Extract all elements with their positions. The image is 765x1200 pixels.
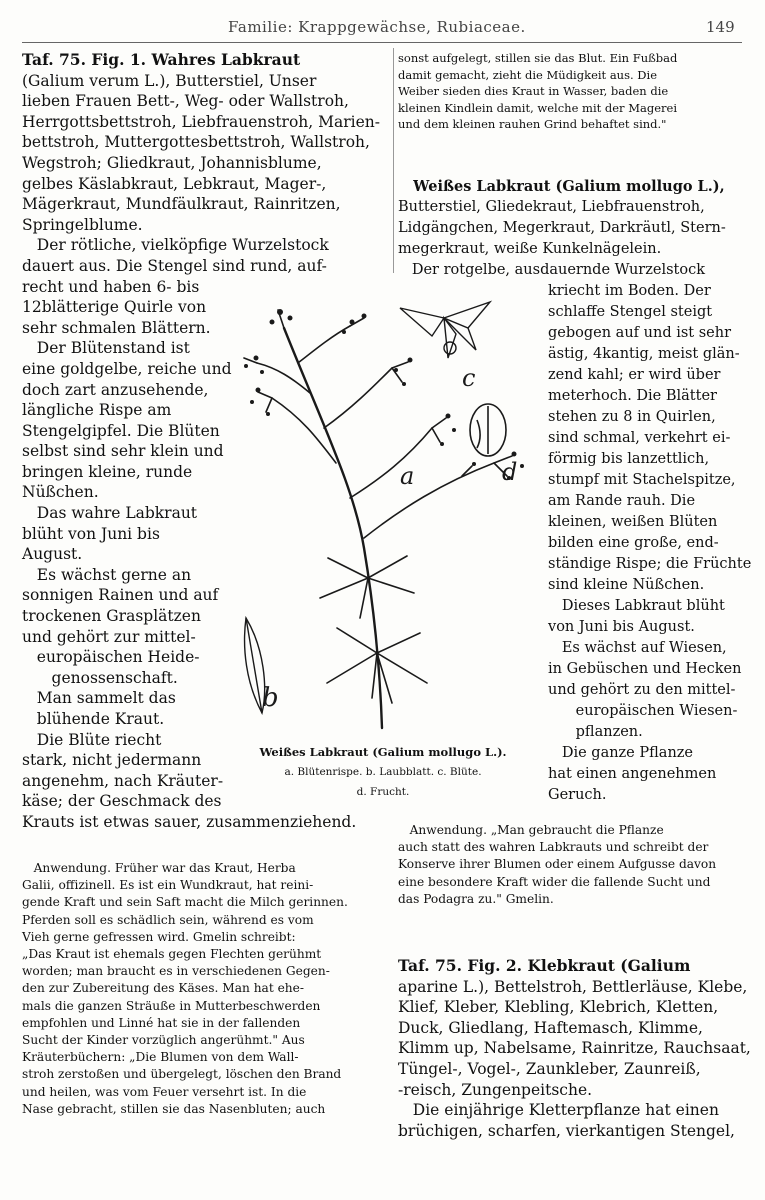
text-line: sind schmal, verkehrt ei- [548, 430, 731, 446]
text-line: blüht von Juni bis [22, 524, 160, 543]
text-line: doch zart anzusehende, [22, 380, 209, 399]
page-number: 149 [706, 18, 735, 36]
mollugo-section [398, 176, 726, 281]
text-line: und gehört zu den mittel- [548, 682, 736, 698]
running-header: Familie: Krappgewächse, Rubiaceae. [228, 18, 526, 36]
usage-line: Sucht der Kinder vorzüglich angerühmt." Aus [22, 1033, 305, 1048]
text-line: bilden eine große, end- [548, 535, 719, 551]
text-line: trockenen Grasplätzen [22, 607, 201, 626]
galium-mollugo-illustration [232, 288, 534, 738]
text-line: Duck, Gliedlang, Haftemasch, Klimme, [398, 1018, 703, 1037]
text-line: Stengelgipfel. Die Blüten [22, 421, 220, 440]
text-line: Lidgängchen, Megerkraut, Darkräutl, Stern- [398, 220, 726, 236]
usage-line: damit gemacht, zieht die Müdigkeit aus. Die [398, 67, 658, 82]
usage-line: Konserve ihrer Blumen oder einem Aufgusse davon [398, 857, 717, 872]
text-line: längliche Rispe am [22, 401, 172, 420]
text-line: Das wahre Labkraut [22, 504, 198, 523]
usage-line: gende Kraft und sein Saft macht die Milch gerinnen. [22, 895, 348, 910]
text-line: angenehm, nach Kräuter- [22, 771, 224, 790]
text-line: Nüßchen. [22, 483, 99, 502]
text-line: Wegstroh; Gliedkraut, Johannisblume, [22, 153, 322, 172]
text-line: sonnigen Rainen und auf [22, 586, 219, 605]
text-line: kriecht im Boden. Der [548, 283, 711, 299]
aparine-section [398, 956, 751, 1141]
text-line: förmig bis lanzettlich, [548, 451, 710, 467]
usage-line: das Podagra zu." Gmelin. [398, 891, 554, 906]
text-line: hat einen angenehmen [548, 766, 717, 782]
text-line: megerkraut, weiße Kunkelnägelein. [398, 241, 662, 257]
usage-line: Vieh gerne gefressen wird. Gmelin schreibt: [22, 929, 296, 944]
text-line: Klimm up, Nabelsame, Rainritze, Rauchsaat, [398, 1039, 751, 1058]
usage-line: den zur Zubereitung des Käses. Man hat ehe- [22, 981, 304, 996]
text-line: Springelblume. [22, 215, 143, 234]
text-line: und gehört zur mittel- [22, 627, 196, 646]
text-line: sehr schmalen Blättern. [22, 318, 211, 337]
usage-line: empfohlen und Linné hat sie in der fallenden [22, 1015, 301, 1030]
usage-line: worden; man braucht es in verschiedenen Gegen- [22, 964, 330, 979]
mollugo-heading: Weißes Labkraut (Galium mollugo L.), [398, 178, 725, 195]
text-line: meterhoch. Die Blätter [548, 388, 717, 404]
usage-line: eine besondere Kraft wider die fallende Sucht und [398, 874, 711, 889]
text-line: europäischen Wiesen- [548, 703, 738, 719]
usage-line: Nase gebracht, stillen sie das Nasenbluten; auch [22, 1101, 326, 1116]
text-line: (Galium verum L.), Butterstiel, Unser [22, 71, 317, 90]
label-a: a [400, 462, 415, 490]
usage-line: Galii, offizinell. Es ist ein Wundkraut, hat reini- [22, 878, 314, 893]
text-line: Dieses Labkraut blüht [548, 598, 725, 614]
usage-line: Weiber sieden dies Kraut in Wasser, baden die [398, 84, 669, 98]
text-line: Es wächst gerne an [22, 565, 192, 584]
text-line: Butterstiel, Gliedekraut, Liebfrauenstroh, [398, 199, 705, 215]
verum-usage-continued [398, 50, 677, 133]
text-line: von Juni bis August. [548, 619, 695, 635]
text-line: in Gebüschen und Hecken [548, 661, 742, 677]
text-line: Klief, Kleber, Klebling, Klebrich, Kletten, [398, 998, 719, 1017]
text-line: gelbes Käslabkraut, Lebkraut, Mager-, [22, 174, 327, 193]
frucht-d [470, 404, 506, 456]
usage-line: Pferden soll es schädlich sein, während es vom [22, 912, 314, 927]
bluete-c [400, 302, 490, 358]
usage-line: und dem kleinen rauhen Grind behaftet sind." [398, 117, 667, 131]
text-line: blühende Kraut. [22, 710, 165, 728]
text-line: bringen kleine, runde [22, 462, 193, 481]
usage-line: kleinen Kindlein damit, welche mit der Magerei [398, 100, 677, 115]
text-line: lieben Frauen Bett-, Weg- oder Wallstroh, [22, 92, 349, 111]
text-line: Herrgottsbettstroh, Liebfrauenstroh, Marien- [22, 112, 380, 131]
usage-line: auch statt des wahren Labkrauts und schreibt der [398, 840, 709, 855]
text-line: brüchigen, scharfen, vierkantigen Stengel, [398, 1121, 735, 1140]
text-line: schlaffe Stengel steigt [548, 304, 713, 320]
header-rule [22, 42, 742, 43]
text-line: stehen zu 8 in Quirlen, [548, 409, 716, 425]
text-line: Tüngel-, Vogel-, Zaunkleber, Zaunreiß, [398, 1059, 701, 1078]
usage-line: Kräuterbüchern: „Die Blumen von dem Wall- [22, 1050, 299, 1065]
mollugo-usage [398, 822, 716, 908]
label-b: b [262, 683, 279, 713]
text-line: stark, nicht jedermann [22, 751, 202, 770]
text-line: pflanzen. [548, 724, 643, 740]
text-line: käse; der Geschmack des [22, 792, 222, 811]
text-line: Der Blütenstand ist [22, 339, 190, 358]
usage-line: Anwendung. Früher war das Kraut, Herba [22, 861, 296, 875]
text-line: Die einjährige Kletterpflanze hat einen [398, 1101, 719, 1120]
usage-line: stroh zerstoßen und übergelegt, löschen den Brand [22, 1067, 342, 1082]
text-line: sind kleine Nüßchen. [548, 577, 705, 593]
text-line: August. [22, 545, 83, 564]
label-c: c [462, 364, 476, 392]
verum-heading: Taf. 75. Fig. 1. Wahres Labkraut [22, 50, 301, 69]
text-line: Krauts ist etwas sauer, zusammenziehend. [22, 812, 357, 831]
usage-line: sonst aufgelegt, stillen sie das Blut. Ein Fußbad [398, 51, 678, 65]
caption-legend: a. Blütenrispe. b. Laubblatt. c. Blüte. [284, 766, 482, 778]
text-line: stumpf mit Stachelspitze, [548, 472, 736, 488]
text-line: Es wächst auf Wiesen, [548, 640, 727, 656]
text-line: 12blätterige Quirle von [22, 298, 207, 317]
text-line: europäischen Heide- [22, 648, 200, 667]
text-line: Der rötliche, vielköpfige Wurzelstock [22, 236, 329, 255]
usage-line: Anwendung. „Man gebraucht die Pflanze [398, 823, 664, 837]
text-line: selbst sind sehr klein und [22, 442, 224, 461]
text-line: Mägerkraut, Mundfäulkraut, Rainritzen, [22, 195, 341, 214]
text-line: ästig, 4kantig, meist glän- [548, 346, 740, 362]
caption-legend-2: d. Frucht. [356, 786, 410, 798]
label-d: d [502, 458, 518, 486]
text-line: zend kahl; er wird über [548, 367, 721, 383]
text-line: kleinen, weißen Blüten [548, 514, 718, 530]
text-line: aparine L.), Bettelstroh, Bettlerläuse, Klebe, [398, 977, 748, 996]
text-line: Geruch. [548, 787, 607, 803]
text-line: Die Blüte riecht [22, 730, 162, 749]
figure-caption [252, 742, 514, 802]
mollugo-description [548, 281, 751, 806]
aparine-heading: Taf. 75. Fig. 2. Klebkraut (Galium [398, 956, 691, 975]
text-line: Der rotgelbe, ausdauernde Wurzelstock [398, 262, 706, 278]
text-line: Die ganze Pflanze [548, 745, 694, 761]
text-line: am Rande rauh. Die [548, 493, 696, 509]
usage-line: mals die ganzen Sträuße in Mutterbeschwerden [22, 998, 321, 1013]
text-line: Man sammelt das [22, 689, 176, 708]
usage-line: und heilen, was vom Feuer versehrt ist. In die [22, 1084, 307, 1099]
text-line: recht und haben 6- bis [22, 277, 200, 296]
text-line: bettstroh, Muttergottesbettstroh, Wallstroh, [22, 133, 370, 152]
text-line: ständige Rispe; die Früchte [548, 556, 752, 572]
text-line: -reisch, Zungenpeitsche. [398, 1080, 593, 1099]
usage-line: „Das Kraut ist ehemals gegen Flechten gerühmt [22, 947, 322, 962]
column-divider [393, 48, 394, 273]
caption-title: Weißes Labkraut (Galium mollugo L.). [259, 745, 507, 759]
text-line: genossenschaft. [22, 668, 178, 687]
verum-usage [22, 860, 348, 1118]
text-line: eine goldgelbe, reiche und [22, 359, 232, 378]
text-line: gebogen auf und ist sehr [548, 325, 732, 341]
text-line: dauert aus. Die Stengel sind rund, auf- [22, 256, 327, 275]
